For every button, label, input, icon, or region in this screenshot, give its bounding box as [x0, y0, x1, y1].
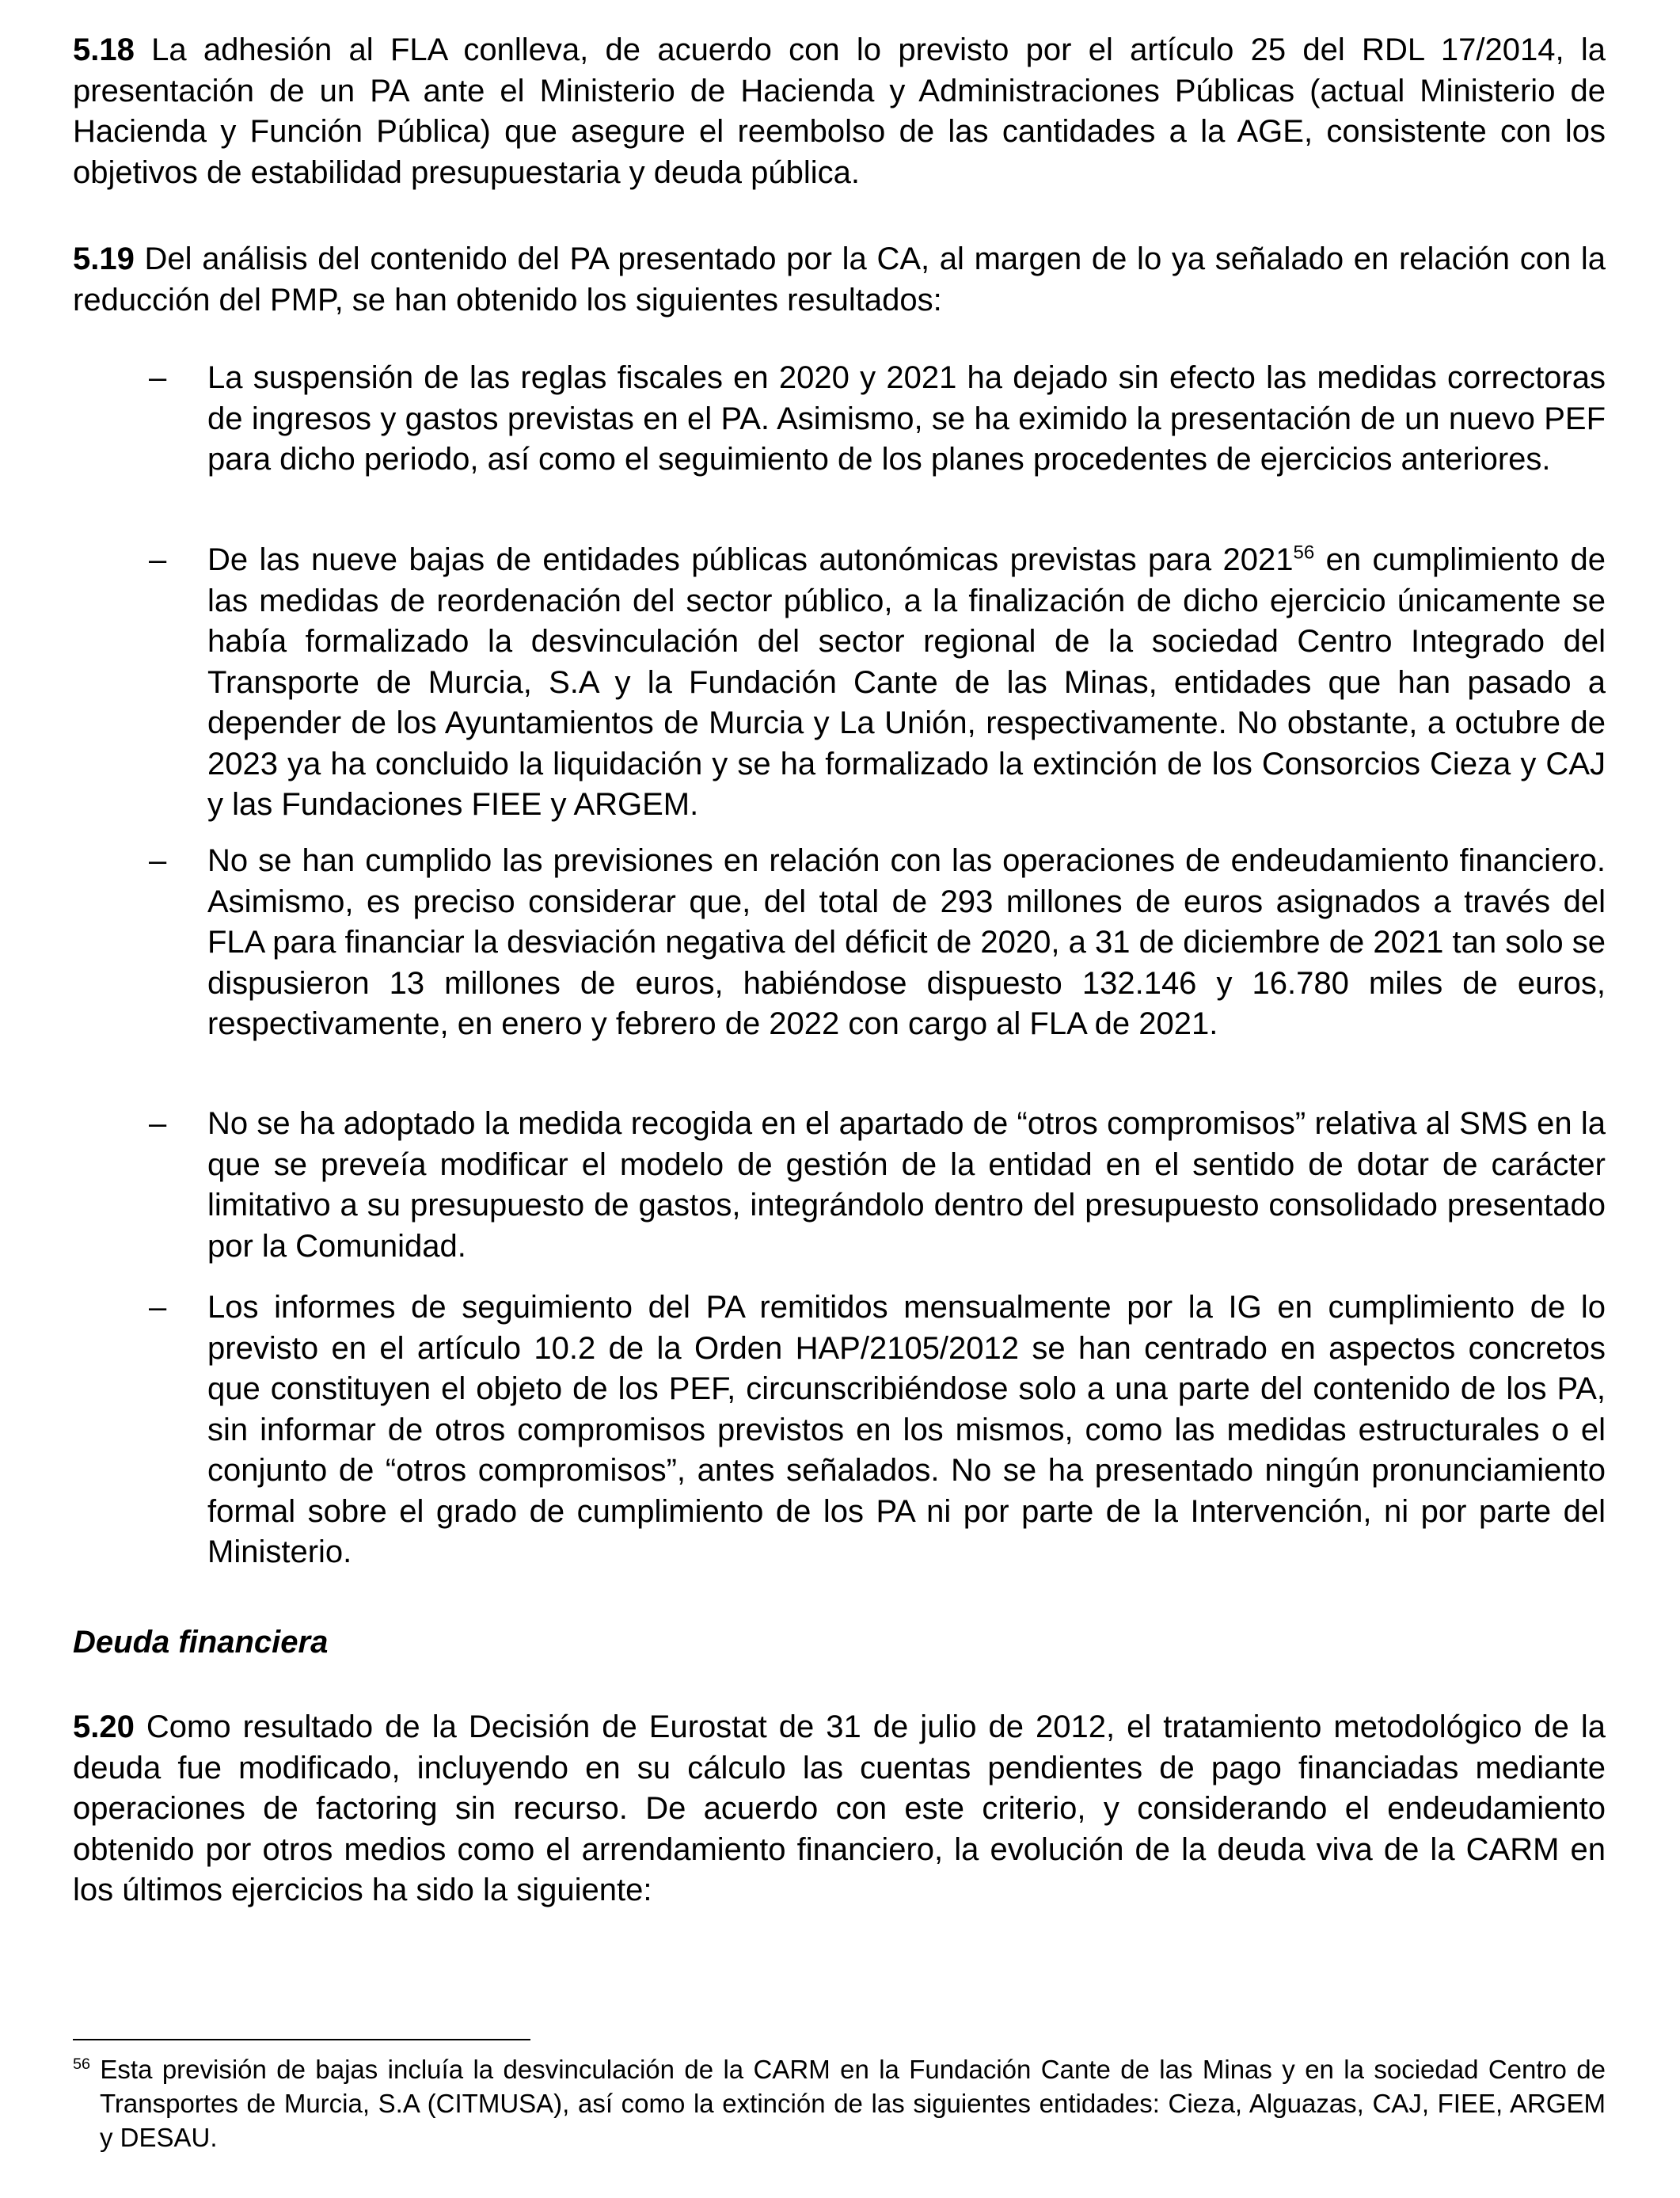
dash-bullet-icon: –	[149, 843, 167, 878]
dash-bullet-icon: –	[149, 1106, 167, 1141]
footnote	[73, 2052, 1606, 2154]
dash-bullet-icon: –	[149, 360, 167, 395]
footnote-ref[interactable]: 56	[1293, 542, 1315, 564]
paragraph-text: La adhesión al FLA conlleva, de acuerdo con lo previsto por el artículo 25 del RDL 17/2014, la presentación de un PA ante el Ministerio de Hacienda y Administraciones Públicas (actual Ministerio de Hacienda y Función Pública) que asegure el reembolso de las cantidades a la AGE, consistente con los objetivos de estabilidad presupuestaria y deuda pública.	[73, 32, 1606, 190]
list-item-text	[207, 540, 1606, 826]
paragraph-5-18	[73, 30, 1606, 193]
list-item	[73, 841, 1606, 1045]
paragraph-number: 5.19	[73, 241, 135, 276]
dash-bullet-icon: –	[149, 542, 167, 577]
paragraph-text: Como resultado de la Decisión de Eurostat de 31 de julio de 2012, el tratamiento metodológico de la deuda fue modificado, incluyendo en su cálculo las cuentas pendientes de pago financiadas mediante operaciones de factoring sin recurso. De acuerdo con este criterio, y considerando el endeudamiento obtenido por otros medios como el arrendamiento financiero, la evolución de la deuda viva de la CARM en los últimos ejercicios ha sido la siguiente:	[73, 1709, 1606, 1907]
list-item-text: No se ha adoptado la medida recogida en el apartado de “otros compromisos” relativa al SMS en la que se preveía modificar el modelo de gestión de la entidad en el sentido de dotar de carácter limitativo a su presupuesto de gastos, integrándolo dentro del presupuesto consolidado presentado por la Comunidad.	[207, 1106, 1606, 1264]
list-item-text: No se han cumplido las previsiones en relación con las operaciones de endeudamiento financiero. Asimismo, es preciso considerar que, del total de 293 millones de euros asignados a través del FLA para financiar la desviación negativa del déficit de 2020, a 31 de diciembre de 2021 tan solo se dispusieron 13 millones de euros, habiéndose dispuesto 132.146 y 16.780 miles de euros, respectivamente, en enero y febrero de 2022 con cargo al FLA de 2021.	[207, 843, 1606, 1041]
footnote-number: 56	[73, 2055, 91, 2073]
list-item	[73, 540, 1606, 826]
list-item-text: La suspensión de las reglas fiscales en 2020 y 2021 ha dejado sin efecto las medidas correctoras de ingresos y gastos previstas en el PA. Asimismo, se ha eximido la presentación de un nuevo PEF para dicho periodo, así como el seguimiento de los planes procedentes de ejercicios anteriores.	[207, 360, 1606, 477]
list-item-text-part: De las nueve bajas de entidades públicas autonómicas previstas para 2021	[207, 542, 1294, 577]
list-item-text-part: en cumplimiento de las medidas de reordenación del sector público, a la finalización de dicho ejercicio únicamente se había formalizado la desvinculación del sector regional de la sociedad Centro Integrado del Transporte de Murcia, S.A y la Fundación Cante de las Minas, entidades que han pasado a depender de los Ayuntamientos de Murcia y La Unión, respectivamente. No obstante, a octubre de 2023 ya ha concluido la liquidación y se ha formalizado la extinción de los Consorcios Cieza y CAJ y las Fundaciones FIEE y ARGEM.	[207, 542, 1606, 822]
list-item	[73, 1287, 1606, 1573]
dash-bullet-icon: –	[149, 1290, 167, 1325]
footnote-text: Esta previsión de bajas incluía la desvinculación de la CARM en la Fundación Cante de las Minas y en la sociedad Centro de Transportes de Murcia, S.A (CITMUSA), así como la extinción de las siguientes entidades: Cieza, Alguazas, CAJ, FIEE, ARGEM y DESAU.	[100, 2055, 1606, 2152]
paragraph-5-20	[73, 1707, 1606, 1911]
footnote-divider	[73, 2039, 530, 2040]
section-heading: Deuda financiera	[73, 1625, 329, 1660]
paragraph-5-19	[73, 239, 1606, 321]
list-item	[73, 358, 1606, 481]
paragraph-number: 5.18	[73, 32, 135, 67]
list-item-text: Los informes de seguimiento del PA remitidos mensualmente por la IG en cumplimiento de lo previsto en el artículo 10.2 de la Orden HAP/2105/2012 se han centrado en aspectos concretos que constituyen el objeto de los PEF, circunscribiéndose solo a una parte del contenido de los PA, sin informar de otros compromisos previstos en los mismos, como las medidas estructurales o el conjunto de “otros compromisos”, antes señalados. No se ha presentado ningún pronunciamiento formal sobre el grado de cumplimiento de los PA ni por parte de la Intervención, ni por parte del Ministerio.	[207, 1290, 1606, 1569]
paragraph-number: 5.20	[73, 1709, 135, 1744]
paragraph-text: Del análisis del contenido del PA presentado por la CA, al margen de lo ya señalado en relación con la reducción del PMP, se han obtenido los siguientes resultados:	[73, 241, 1606, 318]
list-item	[73, 1104, 1606, 1267]
